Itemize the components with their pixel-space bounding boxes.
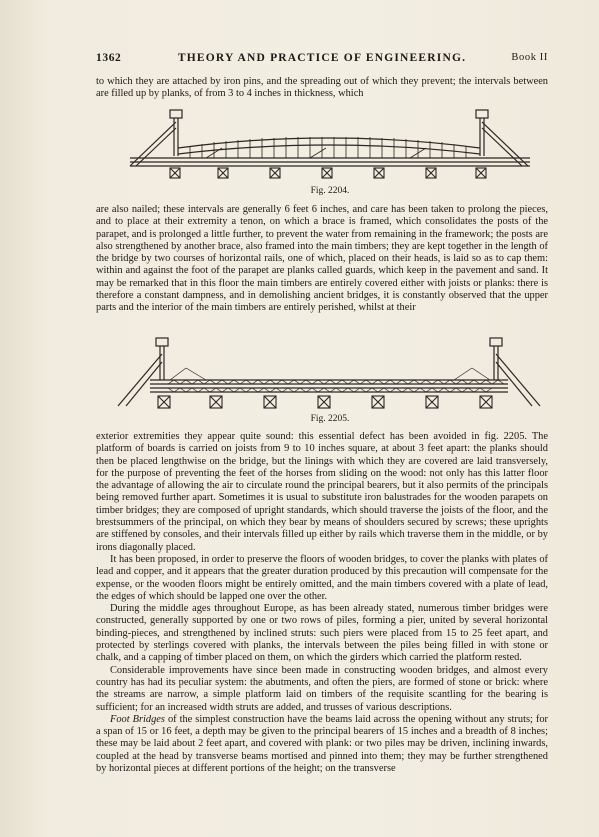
figure-caption: Fig. 2205. bbox=[310, 414, 350, 424]
foot-bridges-text: of the simplest construction have the beams laid across the opening without any struts; for a span of 15 or 16 feet, a depth may be given to the principal bearers of 15 inches and a breadth of 8 inches; these may be laid about 2 feet apart, and covered with plank: or two piles may be driven, inclining inwards, coupled at the head by transverse beams mortised and pinned into them; they may be further strengthened by horizontal pieces at different portions of the height; on the transverse bbox=[96, 713, 549, 775]
text-block-middle bbox=[96, 204, 548, 315]
running-title: THEORY AND PRACTICE OF ENGINEERING. bbox=[177, 52, 467, 64]
figure-2205 bbox=[110, 336, 550, 428]
paragraph: exterior extremities they appear quite sound: this essential defect has been avoided in fig. 2205. The platform of boards is carried on joists from 9 to 10 inches square, at about 3 feet apart: the planks should then be placed lengthwise on the bridge, but the linings with which they are covered are laid transversely, for the purpose of preventing the feet of the horses from sliding on the wood: not only has this latter floor the advantage of allowing the air to circulate round the principal bearers, but it also permits of the principals being removed further apart. Sometimes it is usual to substitute iron balustrades for the wooden parapets on timber bridges; they are composed of upright standards, which should traverse the joists of the floor, and the brestsummers of the principal, on which they bear by means of shoulders secured by screws; these uprights are stiffened by consoles, and their intervals filled up either by rails which traverse them in the middle, or by irons diagonally placed. bbox=[96, 431, 548, 553]
running-header bbox=[96, 52, 548, 68]
paragraph: During the middle ages throughout Europe, as has been already stated, numerous timber bridges were constructed, generally supported by one or two rows of piles, forming a pier, united by several horizontal binding-pieces, and strengthened by inclined struts: such piers were placed from 15 to 25 feet apart, and protected by sterlings covered with planks, the intervals between the piles being filled in with stone or chalk, and a capping of timber placed on them, on which the girders which carried the platform rested. bbox=[96, 603, 548, 664]
text-block-top bbox=[96, 76, 548, 101]
paragraph: Considerable improvements have since been made in constructing wooden bridges, and almost every country has had its peculiar system: the abutments, and often the piers, are formed of stone or brick: where the streams are narrow, a simple platform laid on timbers of the requisite scantling for the bearing is sufficient; for an increased width struts are added, and trusses of various descriptions. bbox=[96, 664, 548, 713]
figure-caption: Fig. 2204. bbox=[310, 186, 350, 196]
bridge-drawing-2204 bbox=[110, 108, 550, 186]
bridge-drawing-2205 bbox=[110, 336, 550, 414]
paragraph: are also nailed; these intervals are generally 6 feet 6 inches, and care has been taken to prolong the pieces, and to place at their extremity a tenon, on which a brace is framed, which consolidates the posts of the parapet, and is prolonged a little further, to prevent the water from remaining in the framework; the posts are also strengthened by another brace, also framed into the main timbers; they are kept together in the length of the bridge by two courses of horizontal rails, one of which, placed on their heads, is laid so as to cap them: within and against the foot of the parapet are planks called guards, which keep in the pavement and sand. It may be remarked that in this floor the main timbers are entirely covered either with joists or planks: there is therefore a constant dampness, and in demolishing ancient bridges, it is constantly observed that the upper parts and the interior of the main timbers are entirely perished, whilst at their bbox=[96, 204, 548, 314]
text-block-bottom bbox=[96, 431, 548, 775]
book-label: Book II bbox=[511, 52, 548, 63]
paragraph-foot-bridges bbox=[96, 714, 548, 775]
paragraph: to which they are attached by iron pins, and the spreading out of which they prevent; the intervals between are filled up by planks, of from 3 to 4 inches in thickness, which bbox=[96, 76, 548, 100]
foot-bridges-label: Foot Bridges bbox=[110, 713, 165, 725]
page-number: 1362 bbox=[96, 52, 122, 64]
figure-2204 bbox=[110, 108, 550, 198]
paragraph: It has been proposed, in order to preserve the floors of wooden bridges, to cover the planks with plates of lead and copper, and it appears that the greater duration produced by this precaution will compensate for the expense, or the wooden floors might be entirely omitted, and the main timbers covered with a plate of lead, the edges of which should be lapped one over the other. bbox=[96, 553, 548, 602]
